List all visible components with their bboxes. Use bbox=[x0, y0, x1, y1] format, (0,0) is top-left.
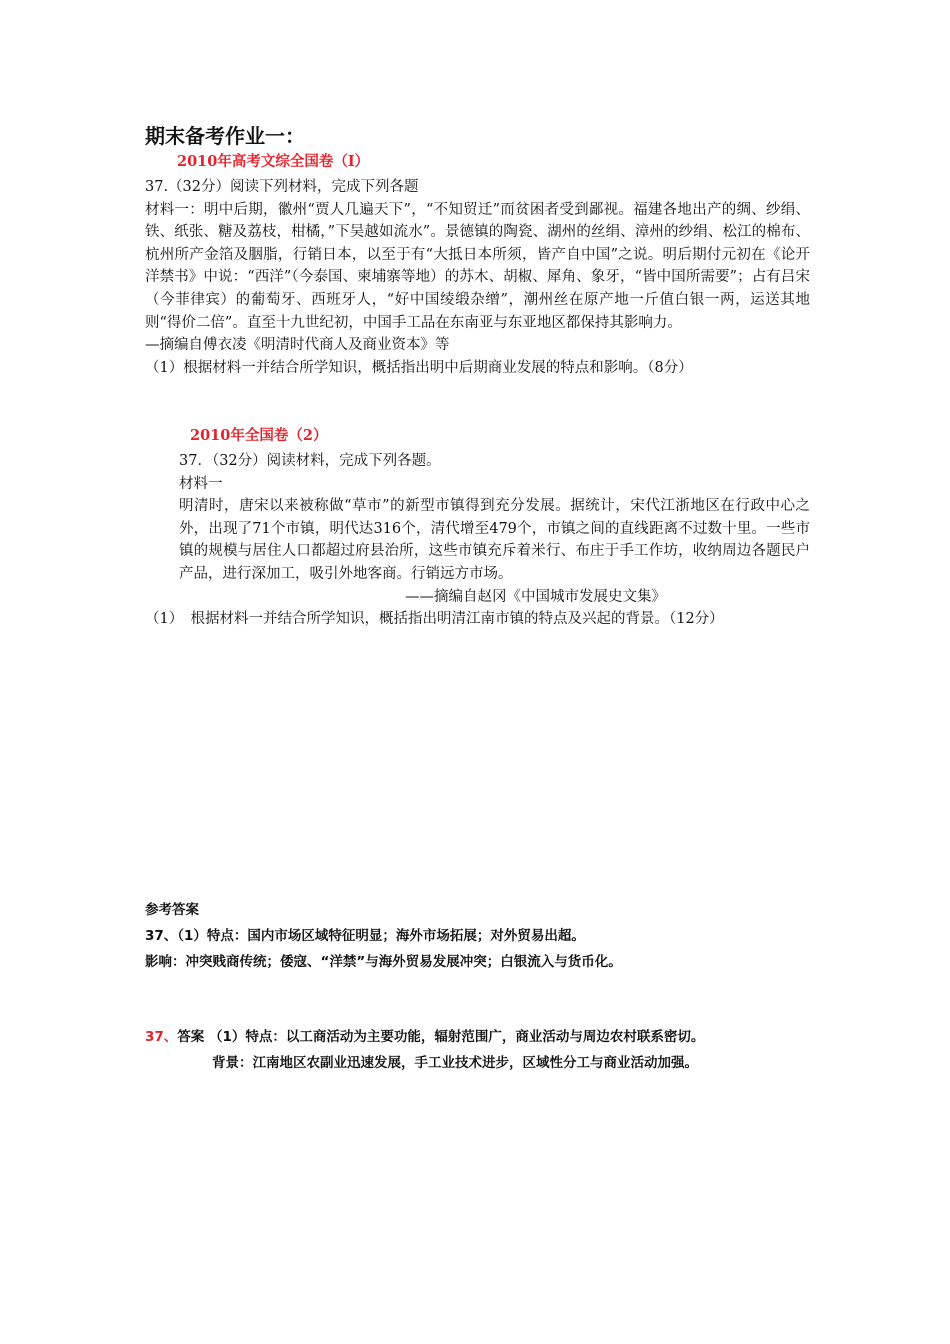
section1-material: 材料一：明中后期，徽州“贾人几遍天下”，“不知贸迁”而贫困者受到鄙视。福建各地出产的绸、纱绢、铁、纸张、糖及荔枝，柑橘，”下吴越如流水”。景德镇的陶瓷、湖州的丝绢、漳州的纱绢、松江的棉布、杭州所产金箔及胭脂，行销日本，以至于有“大抵日本所须，皆产自中国”之说。明后期付元初在《论开洋禁书》中说：“西洋”（今泰国、柬埔寨等地）的苏木、胡椒、犀角、象牙，“皆中国所需要”；占有吕宋（今菲律宾）的葡萄牙、西班牙人，“好中国绫缎杂缯”，潮州丝在原产地一斤值白银一两，运送其地则“得价二倍”。直至十九世纪初，中国手工品在东南亚与东亚地区都保持其影响力。 bbox=[145, 201, 810, 331]
section2-body bbox=[145, 450, 810, 631]
section2-material-label: 材料一 bbox=[179, 475, 223, 492]
page-title: 期末备考作业一： bbox=[145, 124, 305, 148]
section1-body bbox=[145, 176, 810, 379]
answer1-line1: 37、（1）特点：国内市场区域特征明显；海外市场拓展；对外贸易出超。 bbox=[145, 928, 585, 944]
section1-question: （1）根据材料一并结合所学知识，概括指出明中后期商业发展的特点和影响。（8分） bbox=[145, 359, 693, 376]
answer2-number: 37、 bbox=[145, 1029, 178, 1045]
section2-question-intro: 37．（32分）阅读材料，完成下列各题。 bbox=[179, 453, 441, 469]
answer1-line2: 影响：冲突贱商传统；倭寇、“洋禁”与海外贸易发展冲突；白银流入与货币化。 bbox=[145, 954, 622, 970]
answer2-line2: 背景：江南地区农副业迅速发展，手工业技术进步，区域性分工与商业活动加强。 bbox=[212, 1055, 698, 1071]
section2-heading: 2010年全国卷（2） bbox=[190, 427, 328, 444]
section1-question-intro: 37.（32分）阅读下列材料，完成下列各题 bbox=[145, 179, 419, 195]
section2-material: 明清时，唐宋以来被称做“草市”的新型市镇得到充分发展。据统计，宋代江浙地区在行政中心之外，出现了71个市镇，明代达316个，清代增至479个，市镇之间的直线距离不过数十里。一些市镇的规模与居住人口都超过府县治所，这些市镇充斥着米行、布庄于手工作坊，收纳周边各题民户产品，进行深加工，吸引外地客商。行销远方市场。 bbox=[179, 498, 810, 582]
section1-source: —摘编自傅衣凌《明清时代商人及商业资本》等 bbox=[145, 337, 450, 354]
section2-source: ——摘编自赵冈《中国城市发展史文集》 bbox=[405, 588, 666, 605]
answer2-line1 bbox=[145, 1024, 825, 1050]
answer2-line1-text: 答案 （1）特点：以工商活动为主要功能，辐射范围广，商业活动与周边农村联系密切。 bbox=[177, 1029, 705, 1045]
answers-block-2 bbox=[145, 1024, 825, 1076]
answers-heading: 参考答案 bbox=[145, 902, 199, 918]
answers-block-1 bbox=[145, 897, 810, 975]
section2-question: （1） 根据材料一并结合所学知识，概括指出明清江南市镇的特点及兴起的背景。（12分） bbox=[145, 611, 724, 628]
section1-heading: 2010年高考文综全国卷（Ⅰ） bbox=[177, 153, 370, 170]
